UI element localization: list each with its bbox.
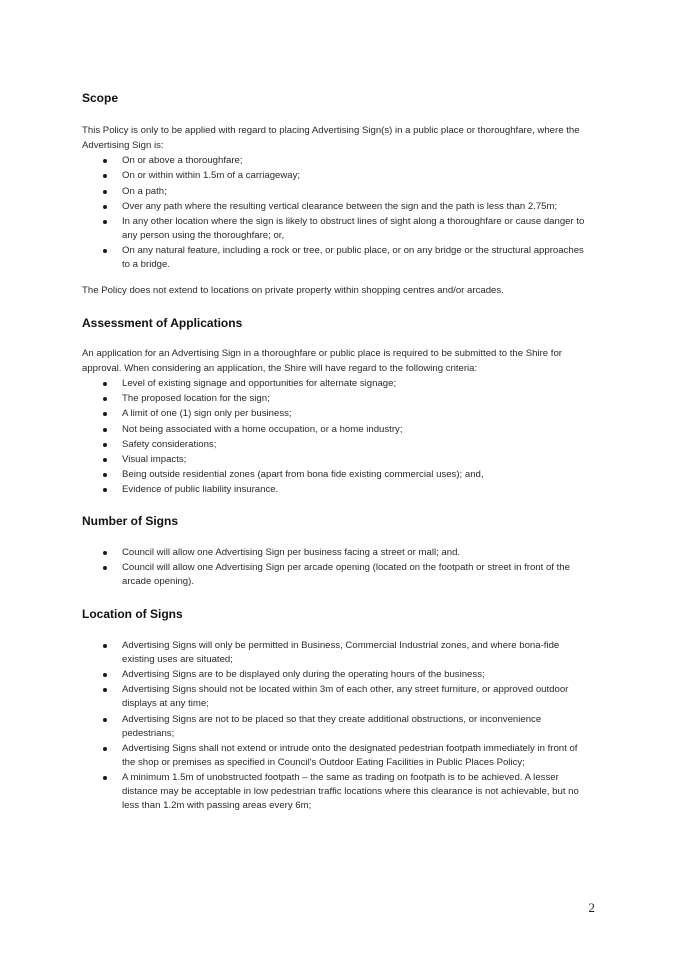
bullet-list <box>82 377 592 497</box>
section-intro: This Policy is only to be applied with regard to placing Advertising Sign(s) in a public place or thoroughfare, where the Advertising Sign is: <box>82 125 580 151</box>
document-body <box>82 90 592 814</box>
list-item: Advertising Signs are to be displayed only during the operating hours of the business; <box>122 668 592 682</box>
section-intro: An application for an Advertising Sign in a thoroughfare or public place is required to be submitted to the Shire for approval. When considering an application, the Shire will have regard to the following criteria: <box>82 347 562 374</box>
list-item: Advertising Signs shall not extend or intrude onto the designated pedestrian footpath immediately in front of the shop or premises as specified in Council's Outdoor Eating Facilities in Public Places Policy; <box>122 742 592 770</box>
section-assessment <box>82 315 592 498</box>
list-item: In any other location where the sign is likely to obstruct lines of sight along a thoroughfare or cause danger to any person using the thoroughfare; or, <box>122 215 592 243</box>
list-item: Advertising Signs are not to be placed so that they create additional obstructions, or inconvenience pedestrians; <box>122 713 592 741</box>
list-item: Over any path where the resulting vertical clearance between the sign and the path is less than 2.75m; <box>122 200 592 214</box>
section-scope <box>82 90 592 299</box>
list-item: On a path; <box>122 185 592 199</box>
section-heading: Assessment of Applications <box>82 315 243 330</box>
list-item: On any natural feature, including a rock or tree, or public place, or on any bridge or the structural approaches to a bridge. <box>122 244 592 272</box>
bullet-list <box>82 546 592 589</box>
list-item: A minimum 1.5m of unobstructed footpath – the same as trading on footpath is to be achieved. A lesser distance may be acceptable in low pedestrian traffic locations where this clearance is not achievable, but no less than 1.2m with passing areas every 6m; <box>122 771 592 813</box>
list-item: Council will allow one Advertising Sign per arcade opening (located on the footpath or street in front of the arcade opening). <box>122 561 592 589</box>
list-item: Advertising Signs will only be permitted in Business, Commercial Industrial zones, and where bona-fide existing uses are situated; <box>122 639 592 667</box>
section-heading: Location of Signs <box>82 606 183 621</box>
list-item: On or above a thoroughfare; <box>122 154 592 168</box>
list-item: Visual impacts; <box>122 453 592 467</box>
page-number: 2 <box>588 900 595 915</box>
list-item: The proposed location for the sign; <box>122 392 592 406</box>
list-item: Being outside residential zones (apart from bona fide existing commercial uses); and, <box>122 468 592 482</box>
list-item: Evidence of public liability insurance. <box>122 483 592 497</box>
list-item: A limit of one (1) sign only per business; <box>122 407 592 421</box>
bullet-list <box>82 639 592 813</box>
list-item: Council will allow one Advertising Sign per business facing a street or mall; and. <box>122 546 592 560</box>
list-item: Advertising Signs should not be located within 3m of each other, any street furniture, or approved outdoor displays at any time; <box>122 683 592 711</box>
list-item: On or within within 1.5m of a carriageway; <box>122 169 592 183</box>
list-item: Not being associated with a home occupation, or a home industry; <box>122 423 592 437</box>
section-location-of-signs <box>82 606 592 813</box>
list-item: Safety considerations; <box>122 438 592 452</box>
section-outro: The Policy does not extend to locations on private property within shopping centres and/or arcades. <box>82 285 504 297</box>
section-heading: Scope <box>82 91 119 105</box>
section-heading: Number of Signs <box>82 513 179 528</box>
bullet-list <box>82 154 592 272</box>
list-item: Level of existing signage and opportunities for alternate signage; <box>122 377 592 391</box>
section-number-of-signs <box>82 513 592 589</box>
